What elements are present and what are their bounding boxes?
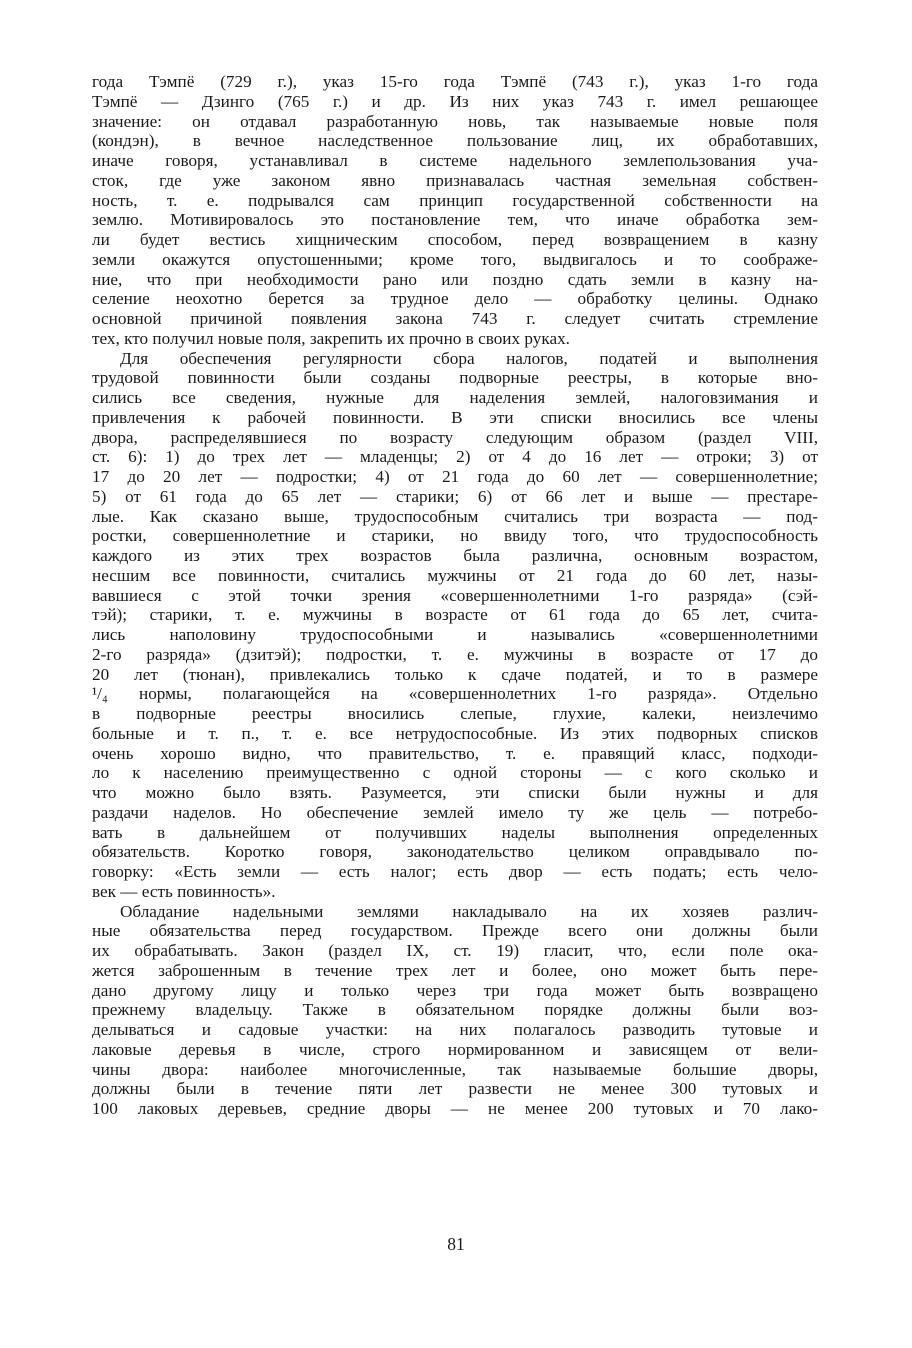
text-line: двора, распределявшиеся по возрасту следующим образом (раздел VIII, <box>92 427 818 447</box>
text-line: их обрабатывать. Закон (раздел IX, ст. 19) гласит, что, если поле ока- <box>92 941 818 960</box>
text-line: сток, где уже законом явно признавалась частная земельная собствен- <box>92 170 818 190</box>
text-line: больные и т. п., т. е. все нетрудоспособные. Из этих подворных списков <box>92 723 818 743</box>
text-line: ростки, совершеннолетние и старики, но ввиду того, что трудоспособность <box>92 526 818 546</box>
text-line: ность, т. е. подрывался сам принцип государственной собственности на <box>92 190 818 210</box>
text-line: должны были в течение пяти лет развести не менее 300 тутовых и <box>92 1079 818 1099</box>
text-line: тех, кто получил новые поля, закрепить их прочно в своих руках. <box>92 328 570 348</box>
text-line: иначе говоря, устанавливал в системе надельного землепользования уча- <box>92 151 818 170</box>
text-line: сились все сведения, нужные для наделения землей, налоговзимания и <box>92 388 818 407</box>
text-line: лаковые деревья в числе, строго нормированном и зависящем от вели- <box>92 1039 818 1059</box>
text-line: чины двора: наиболее многочисленные, так называемые большие дворы, <box>92 1059 818 1079</box>
text-line: 2-го разряда» (дзитэй); подростки, т. е. мужчины в возрасте от 17 до <box>92 644 818 664</box>
text-line: привлечения к рабочей повинности. В эти списки вносились все члены <box>92 407 818 427</box>
text-line: трудовой повинности были созданы подворные реестры, в которые вно- <box>92 368 818 388</box>
text-line: ¹/₄ нормы, полагающейся на «совершеннолетних 1-го разряда». Отдельно <box>92 684 818 704</box>
page-text-body <box>92 72 818 1119</box>
text-line: (кондэн), в вечное наследственное пользование лиц, их обработавших, <box>92 131 818 151</box>
text-line: жется заброшенным в течение трех лет и более, оно может быть пере- <box>92 960 818 980</box>
text-line: очень хорошо видно, что правительство, т. е. правящий класс, подходи- <box>92 743 818 763</box>
text-line: ные обязательства перед государством. Прежде всего они должны были <box>92 921 818 941</box>
page-number: 81 <box>447 1234 465 1254</box>
text-line: Обладание надельными землями накладывало на их хозяев различ- <box>120 901 818 921</box>
text-line: Тэмпё — Дзинго (765 г.) и др. Из них указ 743 г. имел решающее <box>92 91 818 111</box>
text-line: несшим все повинности, считались мужчины от 21 года до 60 лет, назы- <box>92 565 818 585</box>
text-line: вать в дальнейшем от получивших наделы выполнения определенных <box>92 822 818 842</box>
text-line: земли окажутся опустошенными; кроме того, выдвигалось и то соображе- <box>92 249 818 269</box>
text-line: основной причиной появления закона 743 г. следует считать стремление <box>92 309 818 328</box>
text-line: Для обеспечения регулярности сбора налогов, податей и выполнения <box>120 348 818 368</box>
text-line: делываться и садовые участки: на них полагалось разводить тутовые и <box>92 1020 818 1039</box>
text-line: тэй); старики, т. е. мужчины в возрасте от 61 года до 65 лет, счита- <box>92 605 818 625</box>
text-line: 100 лаковых деревьев, средние дворы — не менее 200 тутовых и 70 лако- <box>92 1099 818 1118</box>
text-line: 17 до 20 лет — подростки; 4) от 21 года до 60 лет — совершеннолетние; <box>92 467 818 486</box>
text-line: говорку: «Есть земли — есть налог; есть двор — есть подать; есть чело- <box>92 862 818 881</box>
text-line: век — есть повинность». <box>92 881 276 901</box>
text-line: в подворные реестры вносились слепые, глухие, калеки, неизлечимо <box>92 704 818 723</box>
text-line: дано другому лицу и только через три года может быть возвращено <box>92 980 818 1000</box>
text-line: каждого из этих трех возрастов была различна, основным возрастом, <box>92 546 818 565</box>
text-line: ли будет вестись хищническим способом, перед возвращением в казну <box>92 230 818 249</box>
text-line: землю. Мотивировалось это постановление тем, что иначе обработка зем- <box>92 210 818 230</box>
text-line: года Тэмпё (729 г.), указ 15-го года Тэмпё (743 г.), указ 1-го года <box>92 72 818 91</box>
text-line: значение: он отдавал разработанную новь, так называемые новые поля <box>92 111 818 131</box>
text-line: обязательств. Коротко говоря, законодательство целиком оправдывало по- <box>92 842 818 862</box>
text-line: прежнему владельцу. Также в обязательном порядке должны были воз- <box>92 1000 818 1020</box>
text-line: лые. Как сказано выше, трудоспособным считались три возраста — под- <box>92 506 818 526</box>
text-line: 20 лет (тюнан), привлекались только к сдаче податей, и то в размере <box>92 664 818 684</box>
text-line: ло к населению преимущественно с одной стороны — с кого сколько и <box>92 763 818 783</box>
text-line: ст. 6): 1) до трех лет — младенцы; 2) от 4 до 16 лет — отроки; 3) от <box>92 447 818 467</box>
paragraph-1 <box>92 72 818 349</box>
text-line: вавшиеся с этой точки зрения «совершеннолетними 1-го разряда» (сэй- <box>92 585 818 605</box>
text-line: раздачи наделов. Но обеспечение землей имело ту же цель — потребо- <box>92 802 818 822</box>
paragraph-3 <box>92 902 818 1119</box>
text-line: селение неохотно берется за трудное дело — обработку целины. Однако <box>92 289 818 309</box>
text-line: лись наполовину трудоспособными и назывались «совершеннолетними <box>92 625 818 644</box>
text-line: 5) от 61 года до 65 лет — старики; 6) от 66 лет и выше — престаре- <box>92 486 818 506</box>
text-line: ние, что при необходимости рано или поздно сдать земли в казну на- <box>92 269 818 289</box>
text-line: что можно было взять. Разумеется, эти списки были нужны и для <box>92 783 818 802</box>
paragraph-2 <box>92 349 818 902</box>
